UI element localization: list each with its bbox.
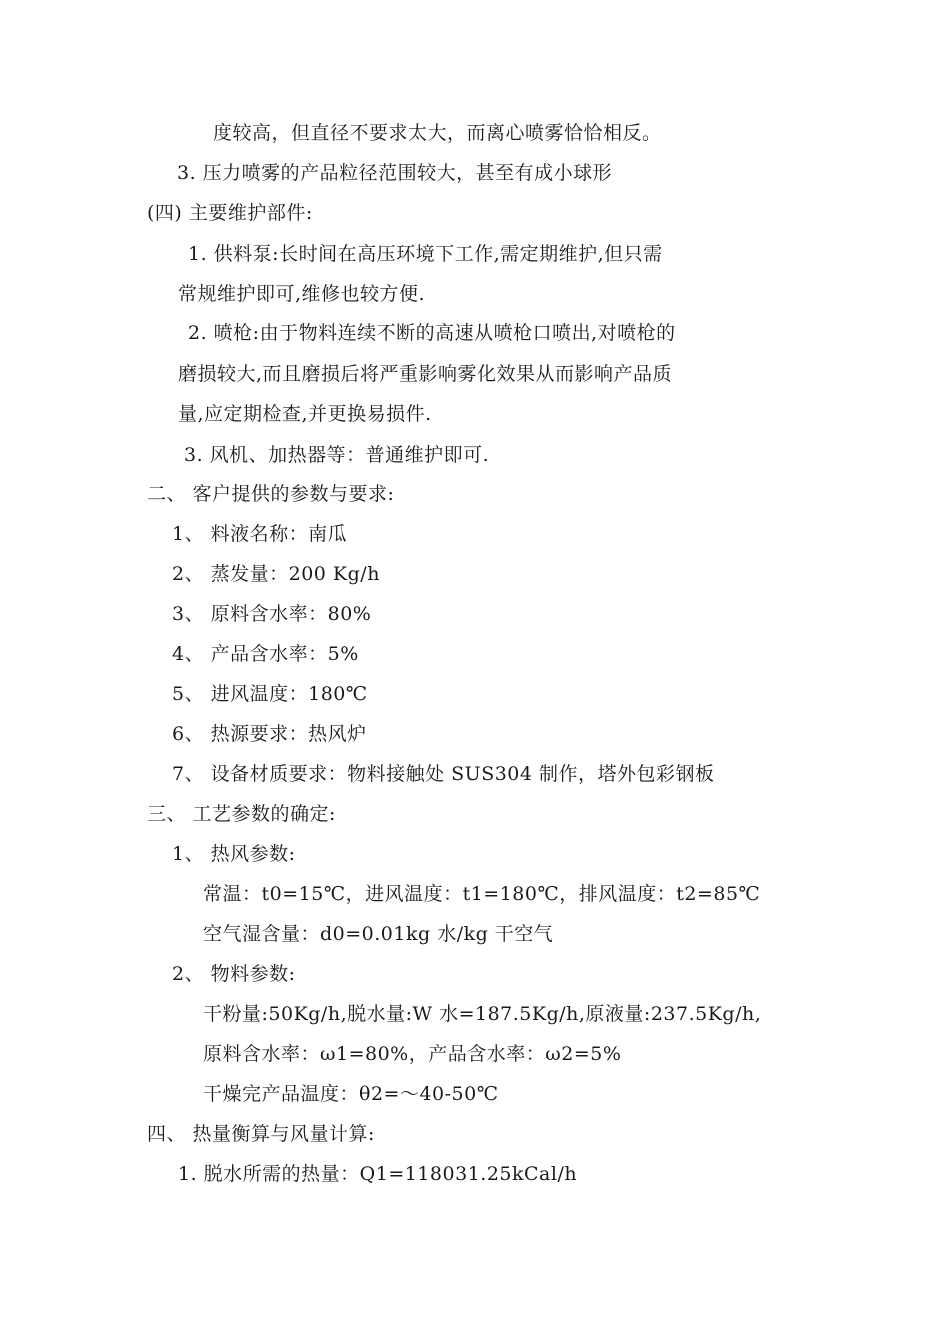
text-line-6: 2. 喷枪:由于物料连续不断的高速从喷枪口喷出,对喷枪的 — [188, 322, 676, 344]
section-heading-4b: 四、 热量衡算与风量计算: — [147, 1123, 375, 1145]
text-line-11: 1、 料液名称：南瓜 — [172, 523, 348, 545]
text-line-12: 2、 蒸发量：200 Kg/h — [172, 563, 380, 585]
text-line-13: 3、 原料含水率：80% — [172, 603, 372, 625]
text-line-4: 1. 供料泵:长时间在高压环境下工作,需定期维护,但只需 — [188, 243, 663, 265]
text-line-27: 1. 脱水所需的热量：Q1=118031.25kCal/h — [178, 1163, 578, 1185]
section-heading-3: 三、 工艺参数的确定: — [147, 803, 336, 825]
text-line-16: 6、 热源要求：热风炉 — [172, 723, 367, 745]
text-line-19: 1、 热风参数: — [172, 843, 296, 865]
text-line-14: 4、 产品含水率：5% — [172, 643, 359, 665]
text-line-24: 原料含水率：ω1=80%，产品含水率：ω2=5% — [203, 1043, 622, 1065]
text-line-2: 3. 压力喷雾的产品粒径范围较大，甚至有成小球形 — [177, 162, 613, 184]
text-line-20: 常温：t0=15℃，进风温度：t1=180℃，排风温度：t2=85℃ — [203, 883, 761, 905]
section-heading-4: (四) 主要维护部件: — [147, 202, 313, 224]
text-line-15: 5、 进风温度：180℃ — [172, 683, 368, 705]
text-line-5: 常规维护即可,维修也较方便. — [178, 283, 426, 305]
section-heading-2: 二、 客户提供的参数与要求: — [147, 483, 395, 505]
text-line-21: 空气湿含量：d0=0.01kg 水/kg 干空气 — [203, 923, 554, 945]
text-line-8: 量,应定期检查,并更换易损件. — [178, 403, 432, 425]
text-line-1: 度较高，但直径不要求太大，而离心喷雾恰恰相反。 — [213, 122, 662, 144]
text-line-23: 干粉量:50Kg/h,脱水量:W 水=187.5Kg/h,原液量:237.5Kg/h, — [203, 1003, 762, 1025]
text-line-17: 7、 设备材质要求：物料接触处 SUS304 制作，塔外包彩钢板 — [172, 763, 715, 785]
text-line-25: 干燥完产品温度：θ2=～40-50℃ — [203, 1083, 499, 1105]
text-line-22: 2、 物料参数: — [172, 963, 296, 985]
text-line-9: 3. 风机、加热器等：普通维护即可. — [184, 444, 490, 466]
text-line-7: 磨损较大,而且磨损后将严重影响雾化效果从而影响产品质 — [178, 363, 673, 385]
